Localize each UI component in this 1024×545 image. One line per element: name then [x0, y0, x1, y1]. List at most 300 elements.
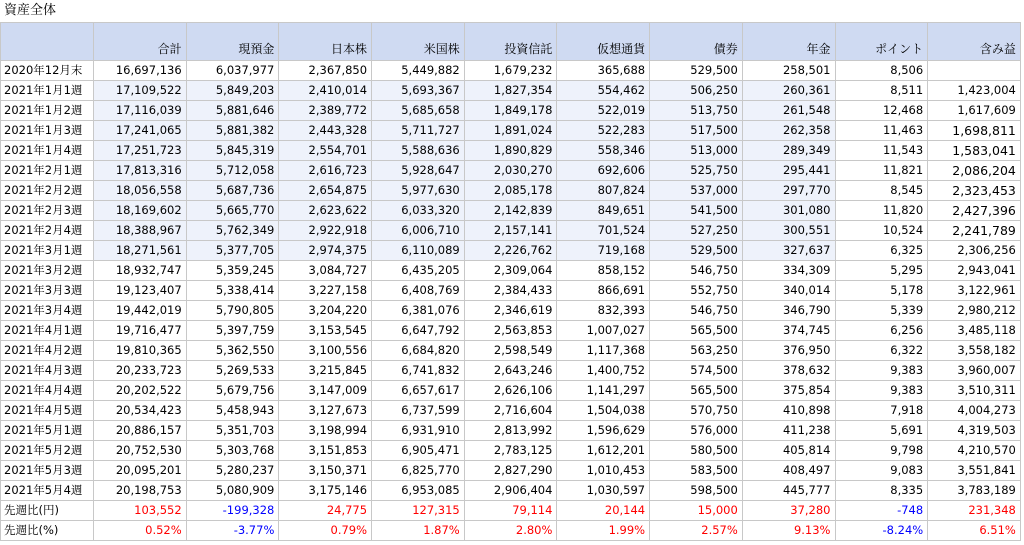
data-cell[interactable]: 16,697,136 [94, 61, 187, 81]
table-row [1, 81, 1021, 101]
data-cell[interactable]: 858,152 [557, 261, 650, 281]
data-cell[interactable]: 701,524 [557, 221, 650, 241]
row-label-cell[interactable]: 2021年2月2週 [1, 181, 94, 201]
data-cell[interactable]: 3,783,189 [928, 481, 1021, 501]
row-label-cell[interactable]: 2021年1月4週 [1, 141, 94, 161]
data-cell[interactable]: 832,393 [557, 301, 650, 321]
data-cell[interactable]: 3,198,994 [279, 421, 372, 441]
data-cell[interactable]: 3,175,146 [279, 481, 372, 501]
data-cell[interactable]: 1,504,038 [557, 401, 650, 421]
data-cell[interactable]: 5,881,382 [186, 121, 279, 141]
data-cell[interactable]: 563,250 [650, 341, 743, 361]
data-cell[interactable]: 3,150,371 [279, 461, 372, 481]
data-cell[interactable]: 6,408,769 [372, 281, 465, 301]
data-cell[interactable]: 5,977,630 [372, 181, 465, 201]
summary-cell[interactable]: 1.87% [372, 521, 465, 541]
data-cell[interactable]: 522,283 [557, 121, 650, 141]
data-cell[interactable]: 598,500 [650, 481, 743, 501]
data-cell[interactable]: 411,238 [742, 421, 835, 441]
summary-cell[interactable]: -8.24% [835, 521, 928, 541]
data-cell[interactable]: 2,427,396 [928, 201, 1021, 221]
data-cell[interactable]: 5,693,367 [372, 81, 465, 101]
data-cell[interactable]: 5,458,943 [186, 401, 279, 421]
data-cell[interactable]: 546,750 [650, 261, 743, 281]
data-cell[interactable]: 807,824 [557, 181, 650, 201]
data-cell[interactable]: 1,596,629 [557, 421, 650, 441]
data-cell[interactable]: 5,280,237 [186, 461, 279, 481]
data-cell[interactable]: 1,679,232 [464, 61, 557, 81]
summary-cell[interactable]: -748 [835, 501, 928, 521]
data-cell[interactable]: 1,617,609 [928, 101, 1021, 121]
data-cell[interactable]: 2,827,290 [464, 461, 557, 481]
data-cell[interactable]: 19,716,477 [94, 321, 187, 341]
data-cell[interactable]: 3,122,961 [928, 281, 1021, 301]
data-cell[interactable]: 5,691 [835, 421, 928, 441]
data-cell[interactable]: 20,886,157 [94, 421, 187, 441]
column-header[interactable]: 投資信託 [464, 23, 557, 61]
data-cell[interactable]: 2,563,853 [464, 321, 557, 341]
data-cell[interactable]: 445,777 [742, 481, 835, 501]
data-cell[interactable]: 3,960,007 [928, 361, 1021, 381]
row-label-cell[interactable]: 2021年5月1週 [1, 421, 94, 441]
data-cell[interactable]: 405,814 [742, 441, 835, 461]
data-cell[interactable]: 866,691 [557, 281, 650, 301]
data-cell[interactable]: 525,750 [650, 161, 743, 181]
data-cell[interactable]: 4,210,570 [928, 441, 1021, 461]
summary-cell[interactable]: 103,552 [94, 501, 187, 521]
data-cell[interactable]: 574,500 [650, 361, 743, 381]
data-cell[interactable]: 849,651 [557, 201, 650, 221]
data-cell[interactable]: 301,080 [742, 201, 835, 221]
data-cell[interactable]: 5,711,727 [372, 121, 465, 141]
data-cell[interactable]: 17,813,316 [94, 161, 187, 181]
data-cell[interactable]: 1,698,811 [928, 121, 1021, 141]
data-cell[interactable]: 1,010,453 [557, 461, 650, 481]
data-cell[interactable]: 2,306,256 [928, 241, 1021, 261]
table-row [1, 421, 1021, 441]
data-cell[interactable]: 3,127,673 [279, 401, 372, 421]
data-cell[interactable]: 3,551,841 [928, 461, 1021, 481]
data-cell[interactable]: 17,116,039 [94, 101, 187, 121]
data-cell[interactable]: 11,463 [835, 121, 928, 141]
table-row [1, 101, 1021, 121]
data-cell[interactable]: 513,000 [650, 141, 743, 161]
data-cell[interactable]: 2,309,064 [464, 261, 557, 281]
data-cell[interactable]: 2,980,212 [928, 301, 1021, 321]
data-cell[interactable]: 410,898 [742, 401, 835, 421]
data-cell[interactable]: 5,679,756 [186, 381, 279, 401]
data-cell[interactable]: 529,500 [650, 241, 743, 261]
data-cell[interactable]: 522,019 [557, 101, 650, 121]
row-label-cell[interactable]: 2021年1月3週 [1, 121, 94, 141]
data-cell[interactable]: 20,534,423 [94, 401, 187, 421]
data-cell[interactable]: 5,665,770 [186, 201, 279, 221]
summary-cell[interactable]: 1.99% [557, 521, 650, 541]
summary-cell[interactable]: 2.80% [464, 521, 557, 541]
data-cell[interactable]: 327,637 [742, 241, 835, 261]
data-cell[interactable]: 9,083 [835, 461, 928, 481]
data-cell[interactable]: 5,712,058 [186, 161, 279, 181]
data-cell[interactable]: 3,151,853 [279, 441, 372, 461]
header-corner-cell[interactable] [1, 23, 94, 61]
data-cell[interactable]: 552,750 [650, 281, 743, 301]
data-cell[interactable]: 6,110,089 [372, 241, 465, 261]
summary-cell[interactable]: 0.79% [279, 521, 372, 541]
table-row [1, 141, 1021, 161]
data-cell[interactable]: 261,548 [742, 101, 835, 121]
sheet-title: 資産全体 [4, 3, 57, 18]
data-cell[interactable]: 5,449,882 [372, 61, 465, 81]
data-cell[interactable]: 378,632 [742, 361, 835, 381]
data-cell[interactable]: 376,950 [742, 341, 835, 361]
data-cell[interactable]: 10,524 [835, 221, 928, 241]
data-cell[interactable]: 3,204,220 [279, 301, 372, 321]
table-row [1, 341, 1021, 361]
data-cell[interactable]: 3,100,556 [279, 341, 372, 361]
data-cell[interactable]: 5,588,636 [372, 141, 465, 161]
data-cell[interactable]: 2,030,270 [464, 161, 557, 181]
data-cell[interactable]: 8,335 [835, 481, 928, 501]
data-cell[interactable]: 300,551 [742, 221, 835, 241]
data-cell[interactable]: 5,359,245 [186, 261, 279, 281]
data-cell[interactable]: 20,095,201 [94, 461, 187, 481]
summary-cell[interactable]: 20,144 [557, 501, 650, 521]
row-label-cell[interactable]: 2021年4月2週 [1, 341, 94, 361]
table-row [1, 201, 1021, 221]
data-cell[interactable]: 295,441 [742, 161, 835, 181]
data-cell[interactable]: 3,215,845 [279, 361, 372, 381]
data-cell[interactable]: 5,928,647 [372, 161, 465, 181]
table-row [1, 261, 1021, 281]
data-cell[interactable]: 527,250 [650, 221, 743, 241]
data-cell[interactable]: 1,423,004 [928, 81, 1021, 101]
data-cell[interactable]: 506,250 [650, 81, 743, 101]
data-cell[interactable]: 2,626,106 [464, 381, 557, 401]
row-label-cell[interactable]: 2021年2月3週 [1, 201, 94, 221]
row-label-cell[interactable]: 2021年3月4週 [1, 301, 94, 321]
data-cell[interactable]: 570,750 [650, 401, 743, 421]
data-cell[interactable]: 5,303,768 [186, 441, 279, 461]
data-cell[interactable]: 19,810,365 [94, 341, 187, 361]
summary-cell[interactable]: 231,348 [928, 501, 1021, 521]
data-cell[interactable]: 3,084,727 [279, 261, 372, 281]
data-cell[interactable]: 4,004,273 [928, 401, 1021, 421]
table-row [1, 241, 1021, 261]
data-cell[interactable]: 1,612,201 [557, 441, 650, 461]
data-cell[interactable]: 2,943,041 [928, 261, 1021, 281]
table-row [1, 441, 1021, 461]
row-label-cell[interactable]: 2021年1月1週 [1, 81, 94, 101]
data-cell[interactable]: 12,468 [835, 101, 928, 121]
data-cell[interactable]: 6,435,205 [372, 261, 465, 281]
data-cell[interactable]: 8,506 [835, 61, 928, 81]
data-cell[interactable]: 3,147,009 [279, 381, 372, 401]
data-cell[interactable]: 2,554,701 [279, 141, 372, 161]
data-cell[interactable]: 5,790,805 [186, 301, 279, 321]
column-header[interactable]: 合計 [94, 23, 187, 61]
row-label-cell[interactable]: 2020年12月末 [1, 61, 94, 81]
data-cell[interactable]: 2,443,328 [279, 121, 372, 141]
table-row [1, 281, 1021, 301]
data-cell[interactable]: 6,325 [835, 241, 928, 261]
data-cell[interactable]: 17,241,065 [94, 121, 187, 141]
data-cell[interactable]: 8,511 [835, 81, 928, 101]
table-row [1, 121, 1021, 141]
row-label-cell[interactable]: 2021年3月3週 [1, 281, 94, 301]
data-cell[interactable]: 20,752,530 [94, 441, 187, 461]
row-label-cell[interactable]: 2021年2月4週 [1, 221, 94, 241]
column-header[interactable]: ポイント [835, 23, 928, 61]
data-cell[interactable]: 11,820 [835, 201, 928, 221]
summary-cell[interactable]: 6.51% [928, 521, 1021, 541]
data-cell[interactable]: 5,762,349 [186, 221, 279, 241]
summary-cell[interactable]: 15,000 [650, 501, 743, 521]
data-cell[interactable]: 3,227,158 [279, 281, 372, 301]
column-header[interactable]: 含み益 [928, 23, 1021, 61]
data-cell[interactable]: 580,500 [650, 441, 743, 461]
data-cell[interactable]: 2,813,992 [464, 421, 557, 441]
data-cell[interactable]: 6,037,977 [186, 61, 279, 81]
row-label-cell[interactable]: 2021年4月1週 [1, 321, 94, 341]
data-cell[interactable]: 2,085,178 [464, 181, 557, 201]
row-label-cell[interactable]: 2021年3月1週 [1, 241, 94, 261]
data-cell[interactable]: 1,890,829 [464, 141, 557, 161]
data-cell[interactable]: 1,007,027 [557, 321, 650, 341]
data-cell[interactable]: 6,647,792 [372, 321, 465, 341]
data-cell[interactable]: 4,319,503 [928, 421, 1021, 441]
summary-cell[interactable]: -3.77% [186, 521, 279, 541]
data-cell[interactable]: 260,361 [742, 81, 835, 101]
data-cell[interactable]: 6,657,617 [372, 381, 465, 401]
data-cell[interactable]: 1,117,368 [557, 341, 650, 361]
data-cell[interactable]: 1,583,041 [928, 141, 1021, 161]
data-cell[interactable]: 18,169,602 [94, 201, 187, 221]
data-cell[interactable]: 2,241,789 [928, 221, 1021, 241]
table-row [1, 461, 1021, 481]
data-cell[interactable]: 365,688 [557, 61, 650, 81]
data-cell[interactable]: 18,932,747 [94, 261, 187, 281]
summary-cell[interactable]: 9.13% [742, 521, 835, 541]
data-cell[interactable]: 5,377,705 [186, 241, 279, 261]
data-cell[interactable]: 5,397,759 [186, 321, 279, 341]
table-row [1, 321, 1021, 341]
table-row [1, 181, 1021, 201]
data-cell[interactable]: 11,543 [835, 141, 928, 161]
data-cell[interactable]: 9,798 [835, 441, 928, 461]
column-header[interactable]: 債券 [650, 23, 743, 61]
table-row [1, 161, 1021, 181]
summary-row [1, 521, 1021, 541]
data-cell[interactable]: 2,157,141 [464, 221, 557, 241]
data-cell[interactable]: 541,500 [650, 201, 743, 221]
row-label-cell[interactable]: 2021年5月4週 [1, 481, 94, 501]
row-label-cell[interactable]: 2021年5月2週 [1, 441, 94, 461]
summary-label-cell[interactable]: 先週比(%) [1, 521, 94, 541]
data-cell[interactable]: 5,178 [835, 281, 928, 301]
data-cell[interactable]: 297,770 [742, 181, 835, 201]
data-cell[interactable]: 1,849,178 [464, 101, 557, 121]
summary-label-cell[interactable]: 先週比(円) [1, 501, 94, 521]
summary-cell[interactable]: 2.57% [650, 521, 743, 541]
data-cell[interactable]: 18,056,558 [94, 181, 187, 201]
data-cell[interactable]: 374,745 [742, 321, 835, 341]
data-cell[interactable]: 6,256 [835, 321, 928, 341]
data-cell[interactable]: 5,269,533 [186, 361, 279, 381]
data-cell[interactable]: 9,383 [835, 361, 928, 381]
column-header[interactable]: 現預金 [186, 23, 279, 61]
column-header[interactable]: 仮想通貨 [557, 23, 650, 61]
row-label-cell[interactable]: 2021年4月3週 [1, 361, 94, 381]
data-cell[interactable]: 2,086,204 [928, 161, 1021, 181]
summary-cell[interactable]: 37,280 [742, 501, 835, 521]
data-cell[interactable]: 258,501 [742, 61, 835, 81]
row-label-cell[interactable]: 2021年3月2週 [1, 261, 94, 281]
column-header[interactable]: 年金 [742, 23, 835, 61]
data-cell[interactable]: 2,389,772 [279, 101, 372, 121]
data-cell[interactable]: 5,362,550 [186, 341, 279, 361]
header-row [1, 23, 1021, 61]
data-cell[interactable]: 2,384,433 [464, 281, 557, 301]
asset-table [0, 22, 1021, 541]
data-cell[interactable]: 1,030,597 [557, 481, 650, 501]
summary-row [1, 501, 1021, 521]
data-cell[interactable]: 2,226,762 [464, 241, 557, 261]
data-cell[interactable]: 565,500 [650, 381, 743, 401]
summary-cell[interactable]: 0.52% [94, 521, 187, 541]
data-cell[interactable]: 20,233,723 [94, 361, 187, 381]
table-row [1, 221, 1021, 241]
data-cell[interactable]: 17,251,723 [94, 141, 187, 161]
data-cell[interactable] [928, 61, 1021, 81]
data-cell[interactable]: 3,510,311 [928, 381, 1021, 401]
data-cell[interactable]: 6,381,076 [372, 301, 465, 321]
data-cell[interactable]: 2,783,125 [464, 441, 557, 461]
data-cell[interactable]: 529,500 [650, 61, 743, 81]
data-cell[interactable]: 2,346,619 [464, 301, 557, 321]
data-cell[interactable]: 2,922,918 [279, 221, 372, 241]
data-cell[interactable]: 9,383 [835, 381, 928, 401]
table-row [1, 381, 1021, 401]
data-cell[interactable]: 6,931,910 [372, 421, 465, 441]
data-cell[interactable]: 11,821 [835, 161, 928, 181]
data-cell[interactable]: 262,358 [742, 121, 835, 141]
data-cell[interactable]: 340,014 [742, 281, 835, 301]
data-cell[interactable]: 8,545 [835, 181, 928, 201]
data-cell[interactable]: 546,750 [650, 301, 743, 321]
row-label-cell[interactable]: 2021年4月4週 [1, 381, 94, 401]
table-row [1, 361, 1021, 381]
data-cell[interactable]: 2,598,549 [464, 341, 557, 361]
data-cell[interactable]: 289,349 [742, 141, 835, 161]
data-cell[interactable]: 2,367,850 [279, 61, 372, 81]
data-cell[interactable]: 583,500 [650, 461, 743, 481]
data-cell[interactable]: 2,643,246 [464, 361, 557, 381]
data-cell[interactable]: 5,080,909 [186, 481, 279, 501]
table-row [1, 61, 1021, 81]
data-cell[interactable]: 2,623,622 [279, 201, 372, 221]
data-cell[interactable]: 2,716,604 [464, 401, 557, 421]
data-cell[interactable]: 5,338,414 [186, 281, 279, 301]
row-label-cell[interactable]: 2021年1月2週 [1, 101, 94, 121]
data-cell[interactable]: 7,918 [835, 401, 928, 421]
data-cell[interactable]: 692,606 [557, 161, 650, 181]
data-cell[interactable]: 1,827,354 [464, 81, 557, 101]
summary-cell[interactable]: 24,775 [279, 501, 372, 521]
data-cell[interactable]: 2,616,723 [279, 161, 372, 181]
data-cell[interactable]: 6,825,770 [372, 461, 465, 481]
data-cell[interactable]: 565,500 [650, 321, 743, 341]
data-cell[interactable]: 19,123,407 [94, 281, 187, 301]
data-cell[interactable]: 20,198,753 [94, 481, 187, 501]
data-cell[interactable]: 19,442,019 [94, 301, 187, 321]
data-cell[interactable]: 5,881,646 [186, 101, 279, 121]
table-row [1, 301, 1021, 321]
column-header[interactable]: 日本株 [279, 23, 372, 61]
row-label-cell[interactable]: 2021年5月3週 [1, 461, 94, 481]
data-cell[interactable]: 558,346 [557, 141, 650, 161]
data-cell[interactable]: 5,685,658 [372, 101, 465, 121]
data-cell[interactable]: 6,033,320 [372, 201, 465, 221]
data-cell[interactable]: 576,000 [650, 421, 743, 441]
data-cell[interactable]: 2,654,875 [279, 181, 372, 201]
data-cell[interactable]: 18,271,561 [94, 241, 187, 261]
data-cell[interactable]: 1,141,297 [557, 381, 650, 401]
summary-cell[interactable]: 127,315 [372, 501, 465, 521]
data-cell[interactable]: 5,351,703 [186, 421, 279, 441]
row-label-cell[interactable]: 2021年4月5週 [1, 401, 94, 421]
data-cell[interactable]: 1,891,024 [464, 121, 557, 141]
data-cell[interactable]: 346,790 [742, 301, 835, 321]
data-cell[interactable]: 3,558,182 [928, 341, 1021, 361]
data-cell[interactable]: 513,750 [650, 101, 743, 121]
data-cell[interactable]: 6,905,471 [372, 441, 465, 461]
data-cell[interactable]: 6,953,085 [372, 481, 465, 501]
data-cell[interactable]: 17,109,522 [94, 81, 187, 101]
data-cell[interactable]: 334,309 [742, 261, 835, 281]
data-cell[interactable]: 1,400,752 [557, 361, 650, 381]
data-cell[interactable]: 2,906,404 [464, 481, 557, 501]
column-header[interactable]: 米国株 [372, 23, 465, 61]
data-cell[interactable]: 537,000 [650, 181, 743, 201]
data-cell[interactable]: 2,142,839 [464, 201, 557, 221]
data-cell[interactable]: 6,737,599 [372, 401, 465, 421]
data-cell[interactable]: 719,168 [557, 241, 650, 261]
data-cell[interactable]: 6,684,820 [372, 341, 465, 361]
data-cell[interactable]: 554,462 [557, 81, 650, 101]
data-cell[interactable]: 3,153,545 [279, 321, 372, 341]
data-cell[interactable]: 5,845,319 [186, 141, 279, 161]
data-cell[interactable]: 6,006,710 [372, 221, 465, 241]
data-cell[interactable]: 6,741,832 [372, 361, 465, 381]
data-cell[interactable]: 5,849,203 [186, 81, 279, 101]
summary-cell[interactable]: 79,114 [464, 501, 557, 521]
data-cell[interactable]: 20,202,522 [94, 381, 187, 401]
data-cell[interactable]: 3,485,118 [928, 321, 1021, 341]
data-cell[interactable]: 517,500 [650, 121, 743, 141]
row-label-cell[interactable]: 2021年2月1週 [1, 161, 94, 181]
data-cell[interactable]: 375,854 [742, 381, 835, 401]
data-cell[interactable]: 5,687,736 [186, 181, 279, 201]
data-cell[interactable]: 18,388,967 [94, 221, 187, 241]
data-cell[interactable]: 2,323,453 [928, 181, 1021, 201]
data-cell[interactable]: 6,322 [835, 341, 928, 361]
data-cell[interactable]: 5,339 [835, 301, 928, 321]
data-cell[interactable]: 2,974,375 [279, 241, 372, 261]
data-cell[interactable]: 5,295 [835, 261, 928, 281]
data-cell[interactable]: 408,497 [742, 461, 835, 481]
summary-cell[interactable]: -199,328 [186, 501, 279, 521]
data-cell[interactable]: 2,410,014 [279, 81, 372, 101]
